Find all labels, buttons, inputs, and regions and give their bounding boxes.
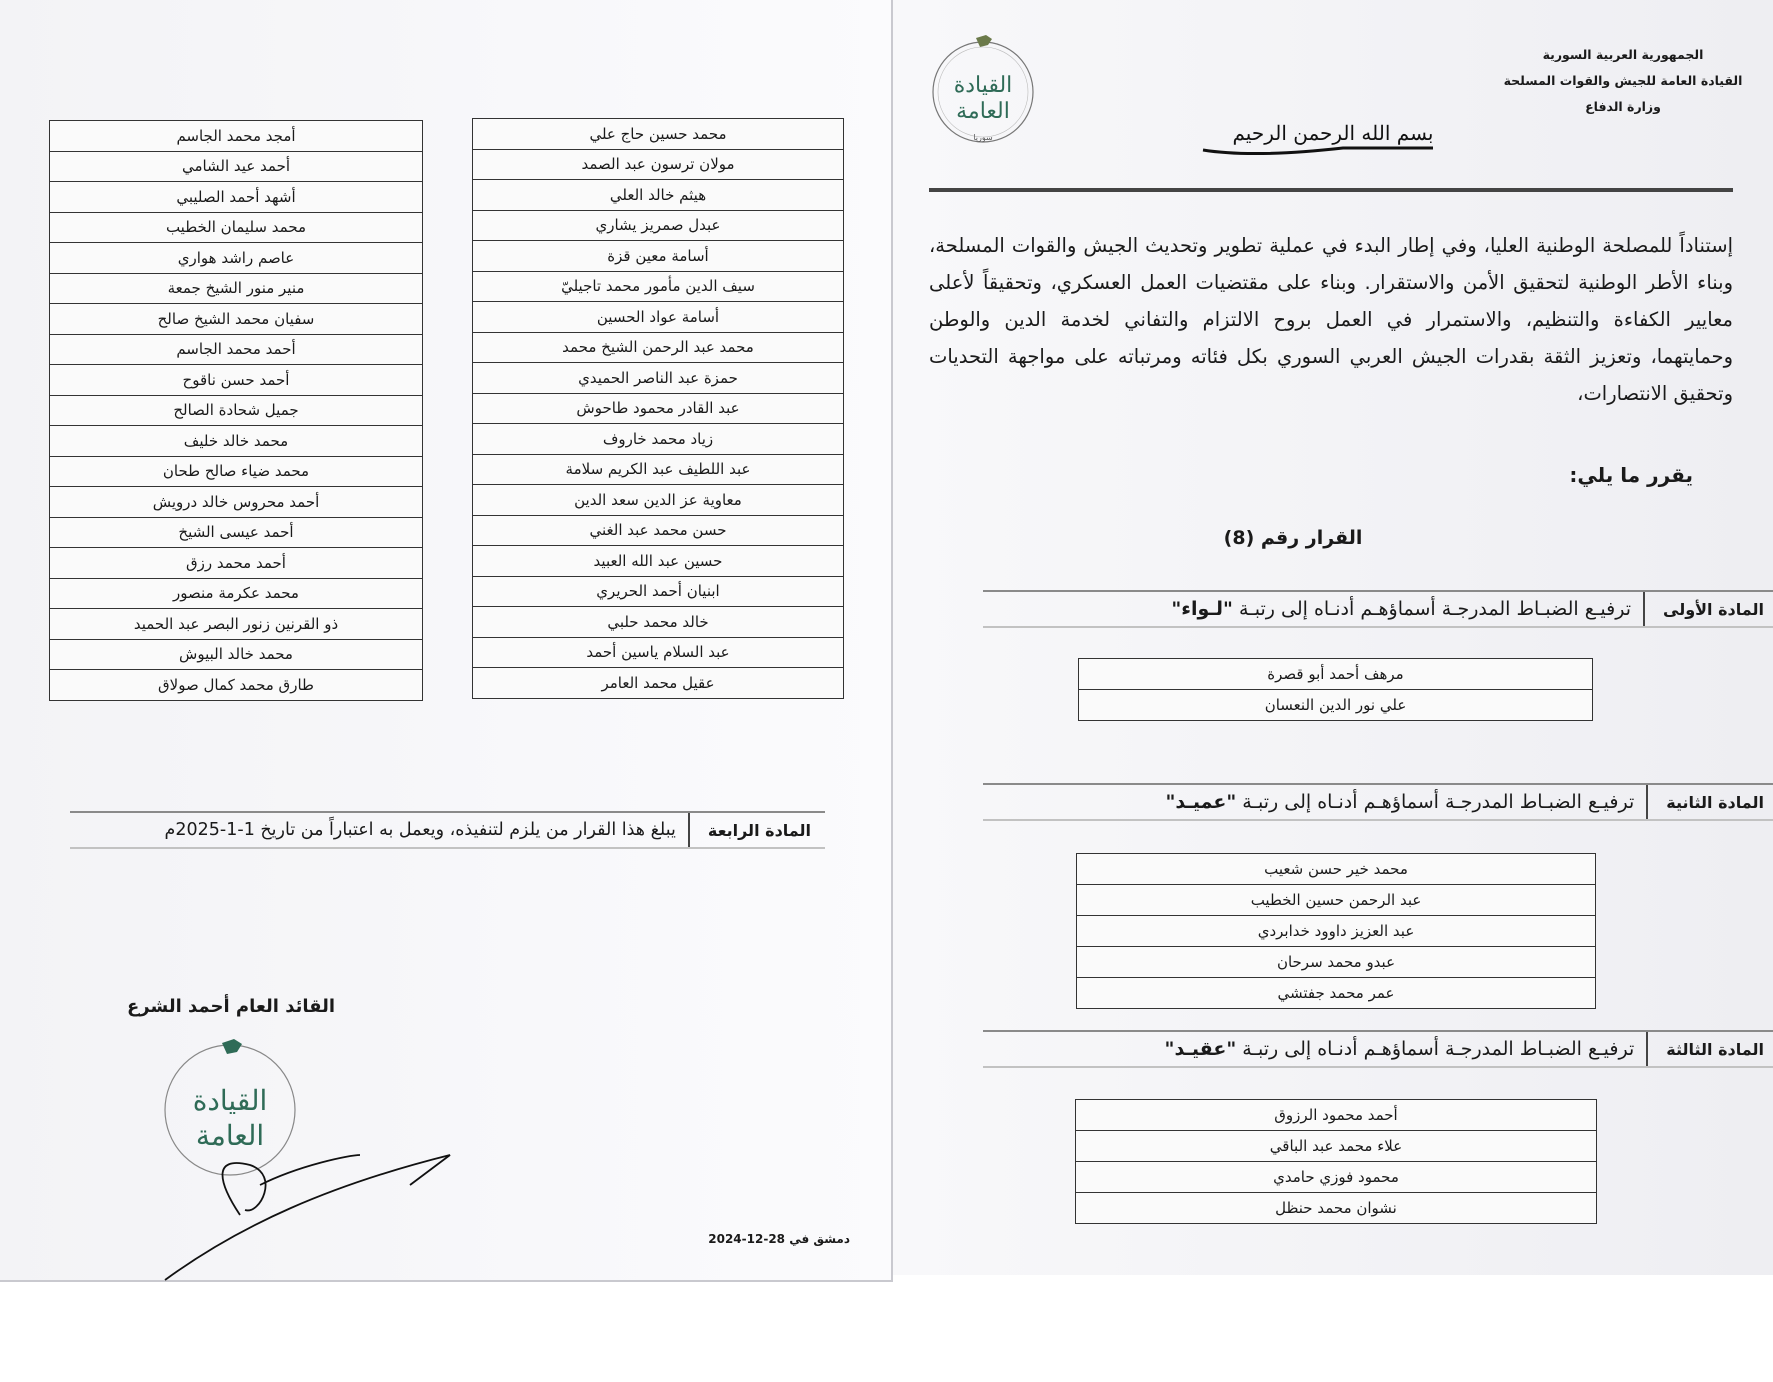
article-2-names-table [1076, 853, 1596, 1009]
table-row [50, 395, 423, 426]
svg-text:العامة: العامة [956, 99, 1010, 124]
preamble-paragraph: إستناداً للمصلحة الوطنية العليا، وفي إطار البدء في عملية تطوير وتحديث الجيش والقوات المسلحة، وبناء الأطر الوطنية لتحقيق الأمن والاستقرار. وبناء على مقتضيات العمل العسكري، وتحقيقاً لأعلى معايير الكفاءة والتنظيم، والاستمرار في العمل بروح الالتزام والتفاني لخدمة الدين والوطن وحمايتهما، وتعزيز الثقة بقدرات الجيش العربي السوري بكل فئاته ومرتباته على مواجهة التحديات وتحقيق الانتصارات، [929, 234, 1733, 405]
name-cell: محمد عبد الرحمن الشيخ محمد [473, 332, 844, 363]
table-row [1077, 978, 1596, 1009]
svg-text:بسم الله الرحمن الرحيم: بسم الله الرحمن الرحيم [1232, 121, 1434, 145]
name-cell: محمد خالد البيوش [50, 639, 423, 670]
table-row [473, 332, 844, 363]
table-row [50, 304, 423, 335]
table-row [1077, 947, 1596, 978]
table-row [473, 119, 844, 150]
name-cell: عبدو محمد سرحان [1077, 947, 1596, 978]
table-row [473, 485, 844, 516]
name-cell: سفيان محمد الشيخ صالح [50, 304, 423, 335]
table-row [50, 639, 423, 670]
name-cell: علي نور الدين النعسان [1079, 690, 1593, 721]
name-cell: محمد سليمان الخطيب [50, 212, 423, 243]
name-cell: أحمد حسن ناقوح [50, 365, 423, 396]
name-cell: حسين عبد الله العبيد [473, 546, 844, 577]
name-cell: خالد محمد حلبي [473, 607, 844, 638]
svg-text:سوريا: سوريا [973, 133, 993, 142]
table-row [50, 609, 423, 640]
name-cell: عبد اللطيف عبد الكريم سلامة [473, 454, 844, 485]
name-cell: عمر محمد جفتشي [1077, 978, 1596, 1009]
decision-number: القرار رقم (8) [1223, 527, 1363, 549]
article-3-rank: "عقيـد" [1164, 1038, 1237, 1060]
svg-text:القيادة: القيادة [192, 1084, 268, 1117]
table-row [50, 121, 423, 152]
colonel-list-right-table [472, 118, 844, 699]
table-row [473, 271, 844, 302]
table-row [50, 182, 423, 213]
table-row [50, 273, 423, 304]
seal-text: القيادة [953, 73, 1013, 98]
name-cell: أحمد محمود الرزوق [1076, 1100, 1597, 1131]
table-row [50, 334, 423, 365]
name-cell: معاوية عز الدين سعد الدين [473, 485, 844, 516]
basmala-calligraphy [1193, 110, 1473, 160]
letterhead [1493, 42, 1753, 120]
document-page-2 [0, 0, 893, 1282]
table-row [50, 212, 423, 243]
name-cell: حسن محمد عبد الغني [473, 515, 844, 546]
name-cell: محمد حسين حاج علي [473, 119, 844, 150]
table-row [50, 243, 423, 274]
article-1-rank: "لـواء" [1171, 598, 1233, 620]
colonel-list-left-table [49, 120, 423, 701]
table-row [473, 637, 844, 668]
header-divider [929, 188, 1733, 192]
name-cell: محمد ضياء صالح طحان [50, 456, 423, 487]
name-cell: أمجد محمد الجاسم [50, 121, 423, 152]
table-row [1076, 1131, 1597, 1162]
name-cell: جميل شحادة الصالح [50, 395, 423, 426]
name-cell: محمد خالد خليف [50, 426, 423, 457]
article-4-label: المادة الرابعة [688, 813, 825, 847]
table-row [1076, 1162, 1597, 1193]
name-cell: عبد السلام ياسين أحمد [473, 637, 844, 668]
name-cell: عبد القادر محمود طاحوش [473, 393, 844, 424]
table-row [1077, 916, 1596, 947]
name-cell: محمود فوزي حامدي [1076, 1162, 1597, 1193]
name-cell: محمد عكرمة منصور [50, 578, 423, 609]
table-row [473, 241, 844, 272]
letterhead-command: القيادة العامة للجيش والقوات المسلحة [1503, 73, 1743, 88]
table-row [473, 149, 844, 180]
name-cell: زياد محمد خاروف [473, 424, 844, 455]
decides-heading: يقرر ما يلي: [1569, 463, 1693, 487]
name-cell: مولان ترسون عبد الصمد [473, 149, 844, 180]
table-row [50, 487, 423, 518]
table-row [1076, 1100, 1597, 1131]
signature-and-seal-icon [150, 1035, 470, 1285]
table-row [50, 670, 423, 701]
table-row [50, 548, 423, 579]
table-row [473, 454, 844, 485]
table-row [50, 578, 423, 609]
table-row [1077, 854, 1596, 885]
article-3-label: المادة الثالثة [1646, 1032, 1773, 1066]
table-row [50, 151, 423, 182]
signatory-title: القائد العام أحمد الشرع [127, 996, 335, 1017]
article-3-header [983, 1030, 1773, 1068]
table-row [473, 180, 844, 211]
name-cell: محمد خير حسن شعيب [1077, 854, 1596, 885]
name-cell: هيثم خالد العلي [473, 180, 844, 211]
table-row [473, 302, 844, 333]
name-cell: حمزة عبد الناصر الحميدي [473, 363, 844, 394]
article-3-text: ترفيـع الضبـاط المدرجـة أسماؤهـم أدنـاه إلى رتبـة "عقيـد" [1164, 1038, 1635, 1060]
name-cell: منير منور الشيخ جمعة [50, 273, 423, 304]
name-cell: أحمد محروس خالد درويش [50, 487, 423, 518]
name-cell: أحمد عيد الشامي [50, 151, 423, 182]
article-2-rank: "عميـد" [1165, 791, 1237, 813]
document-page-1 [893, 0, 1773, 1275]
name-cell: عاصم راشد هواري [50, 243, 423, 274]
table-row [50, 365, 423, 396]
article-4-text: يبلغ هذا القرار من يلزم لتنفيذه، ويعمل به اعتباراً من تاريخ 1-1-2025م [164, 820, 676, 840]
name-cell: عبدل صمريز يشاري [473, 210, 844, 241]
name-cell: ذو القرنين زنور البصر عبد الحميد [50, 609, 423, 640]
table-row [1079, 659, 1593, 690]
article-1-text: ترفيـع الضبـاط المدرجـة أسماؤهـم أدنـاه إلى رتبـة "لـواء" [1171, 598, 1631, 620]
name-cell: مرهف أحمد أبو قصرة [1079, 659, 1593, 690]
table-row [473, 515, 844, 546]
table-row [473, 393, 844, 424]
name-cell: أحمد عيسى الشيخ [50, 517, 423, 548]
article-1-header [983, 590, 1773, 628]
table-row [1077, 885, 1596, 916]
name-cell: نشوان محمد حنظل [1076, 1193, 1597, 1224]
issue-date: دمشق في 28-12-2024 [708, 1232, 850, 1246]
letterhead-ministry: وزارة الدفاع [1585, 99, 1661, 114]
table-row [473, 576, 844, 607]
table-row [1076, 1193, 1597, 1224]
table-row [50, 517, 423, 548]
name-cell: عبد العزيز داوود خدابردي [1077, 916, 1596, 947]
name-cell: أشهد أحمد الصليبي [50, 182, 423, 213]
table-row [473, 668, 844, 699]
table-row [50, 426, 423, 457]
name-cell: علاء محمد عبد الباقي [1076, 1131, 1597, 1162]
table-row [473, 607, 844, 638]
general-command-seal-icon [931, 32, 1041, 147]
article-4-header [70, 811, 825, 849]
table-row [473, 363, 844, 394]
table-row [473, 546, 844, 577]
table-row [473, 424, 844, 455]
table-row [1079, 690, 1593, 721]
article-1-label: المادة الأولى [1643, 592, 1773, 626]
table-row [50, 456, 423, 487]
article-2-header [983, 783, 1773, 821]
name-cell: طارق محمد كمال صولاق [50, 670, 423, 701]
svg-text:العامة: العامة [195, 1119, 265, 1152]
article-2-text: ترفيـع الضبـاط المدرجـة أسماؤهـم أدنـاه إلى رتبـة "عميـد" [1165, 791, 1635, 813]
name-cell: عبد الرحمن حسين الخطيب [1077, 885, 1596, 916]
article-3-names-table [1075, 1099, 1597, 1224]
table-row [473, 210, 844, 241]
name-cell: أحمد محمد رزق [50, 548, 423, 579]
name-cell: سيف الدين مأمور محمد تاجيليّ [473, 271, 844, 302]
name-cell: ابنيان أحمد الحريري [473, 576, 844, 607]
name-cell: أسامة عواد الحسين [473, 302, 844, 333]
article-1-names-table [1078, 658, 1593, 721]
name-cell: عقيل محمد العامر [473, 668, 844, 699]
name-cell: أحمد محمد الجاسم [50, 334, 423, 365]
letterhead-country: الجمهورية العربية السورية [1542, 47, 1704, 62]
article-2-label: المادة الثانية [1646, 785, 1773, 819]
name-cell: أسامة معين قزة [473, 241, 844, 272]
